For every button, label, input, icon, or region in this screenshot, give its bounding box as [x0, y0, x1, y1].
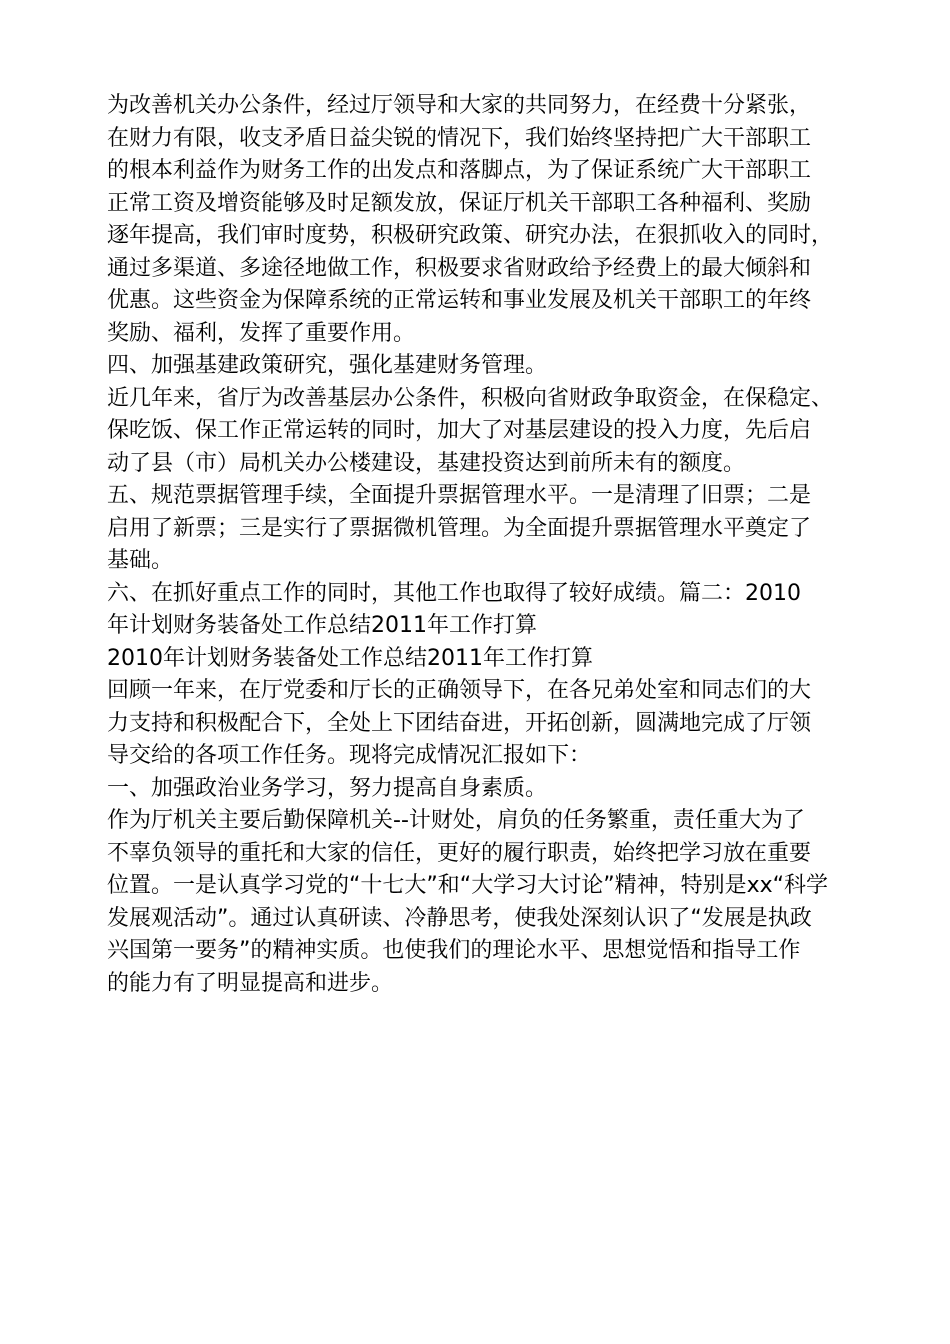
text-line: 优惠。这些资金为保障系统的正常运转和事业发展及机关干部职工的年终 [107, 288, 812, 313]
text-line: 正常工资及增资能够及时足额发放，保证厅机关干部职工各种福利、奖励 [107, 190, 812, 216]
text-line: 通过多渠道、多途径地做工作，积极要求省财政给予经费上的最大倾斜和 [107, 255, 812, 281]
text-line: 回顾一年来，在厅党委和厅长的正确领导下，在各兄弟处室和同志们的大 [107, 678, 812, 703]
text-line: 基础。 [107, 548, 174, 573]
text-line: 不辜负领导的重托和大家的信任，更好的履行职责，始终把学习放在重要 [107, 840, 812, 866]
text-line: 奖励、福利，发挥了重要作用。 [107, 320, 416, 346]
text-line: 逐年提高，我们审时度势，积极研究政策、研究办法，在狠抓收入的同时， [107, 223, 834, 248]
section-heading: 四、加强基建政策研究，强化基建财务管理。 [107, 353, 548, 378]
text-line: 位置。一是认真学习党的“十七大”和“大学习大讨论”精神，特别是xx“科学 [107, 873, 829, 898]
text-line: 动了县（市）局机关办公楼建设，基建投资达到前所未有的额度。 [107, 450, 746, 476]
section-heading: 一、加强政治业务学习，努力提高自身素质。 [107, 775, 548, 801]
text-line: 启用了新票；三是实行了票据微机管理。为全面提升票据管理水平奠定了 [107, 515, 812, 541]
text-line: 为改善机关办公条件，经过厅领导和大家的共同努力，在经费十分紧张， [107, 93, 812, 118]
text-line: 兴国第一要务”的精神实质。也使我们的理论水平、思想觉悟和指导工作 [107, 938, 801, 963]
section-heading: 六、在抓好重点工作的同时，其他工作也取得了较好成绩。篇二：2010 [107, 580, 801, 606]
text-line: 在财力有限，收支矛盾日益尖锐的情况下，我们始终坚持把广大干部职工 [107, 125, 812, 151]
text-line: 导交给的各项工作任务。现将完成情况汇报如下： [107, 743, 592, 768]
text-line: 的根本利益作为财务工作的出发点和落脚点，为了保证系统广大干部职工 [107, 158, 812, 183]
text-line: 年计划财务装备处工作总结2011年工作打算 [107, 613, 537, 638]
text-line: 保吃饭、保工作正常运转的同时，加大了对基层建设的投入力度，先后启 [107, 418, 812, 443]
text-line: 力支持和积极配合下，全处上下团结奋进，开拓创新，圆满地完成了厅领 [107, 710, 812, 736]
text-line: 的能力有了明显提高和进步。 [107, 970, 394, 996]
text-line: 作为厅机关主要后勤保障机关--计财处，肩负的任务繁重，责任重大为了 [107, 808, 805, 833]
text-line: 近几年来，省厅为改善基层办公条件，积极向省财政争取资金，在保稳定、 [107, 385, 834, 411]
section-heading: 五、规范票据管理手续，全面提升票据管理水平。一是清理了旧票；二是 [107, 483, 812, 508]
text-line: 发展观活动”。通过认真研读、冷静思考，使我处深刻认识了“发展是执政 [107, 905, 812, 931]
document-body [107, 90, 877, 1000]
document-title: 2010年计划财务装备处工作总结2011年工作打算 [107, 645, 593, 671]
